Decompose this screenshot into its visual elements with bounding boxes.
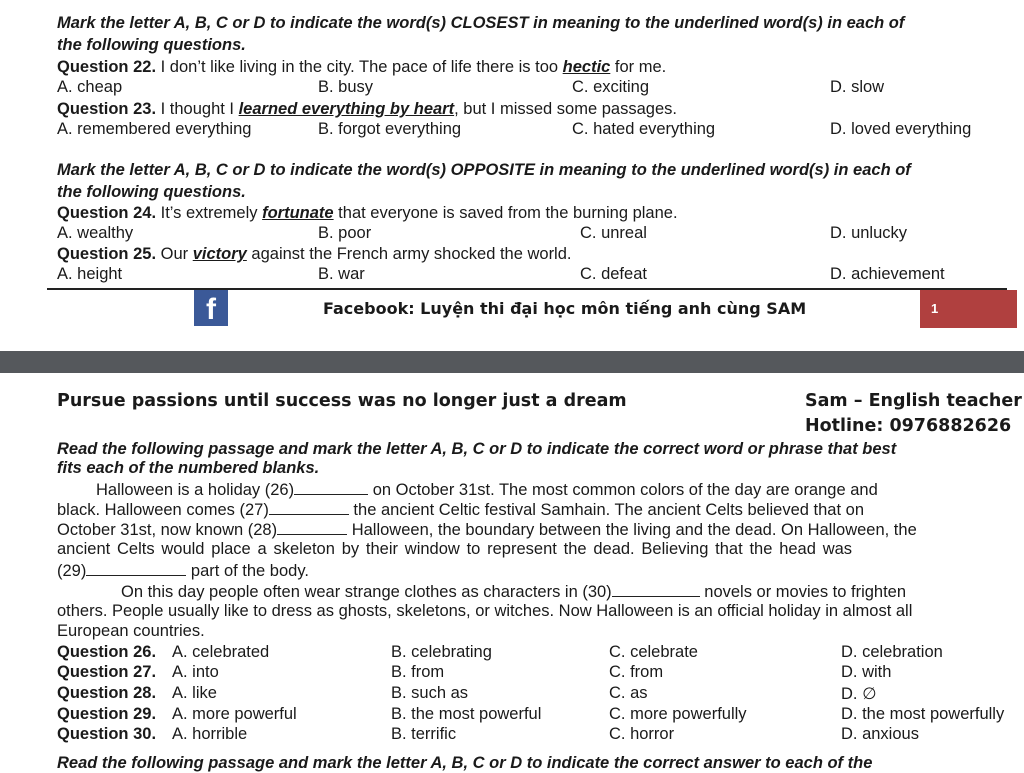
section1-instruction-line1: Mark the letter A, B, C or D to indicate the word(s) CLOSEST in meaning to the underlined word(s) in each of xyxy=(57,14,905,32)
option-b[interactable]: B. from xyxy=(391,663,445,681)
section2-instruction-line2: the following questions. xyxy=(57,183,246,201)
option-c[interactable]: C. defeat xyxy=(580,265,647,283)
option-c[interactable]: C. unreal xyxy=(580,224,647,242)
blank-28[interactable] xyxy=(277,520,347,535)
blank-30[interactable] xyxy=(612,582,700,597)
question-label: Question 27. xyxy=(57,663,157,681)
option-c[interactable]: C. more powerfully xyxy=(609,705,747,723)
slogan: Pursue passions until success was no longer just a dream xyxy=(57,391,627,411)
page-number: 1 xyxy=(931,301,939,316)
option-c[interactable]: C. exciting xyxy=(572,78,650,96)
passage-line: Halloween is a holiday (26) on October 31st. The most common colors of the day are orange and xyxy=(96,481,878,499)
question-label: Question 30. xyxy=(57,725,157,743)
blank-29[interactable] xyxy=(86,561,186,576)
option-a[interactable]: A. remembered everything xyxy=(57,120,252,138)
option-b[interactable]: B. forgot everything xyxy=(318,120,462,138)
option-d[interactable]: D. unlucky xyxy=(830,224,908,242)
passage-line: black. Halloween comes (27) the ancient Celtic festival Samhain. The ancient Celts believed that on xyxy=(57,501,865,519)
footer-divider xyxy=(47,288,1007,290)
option-b[interactable]: B. celebrating xyxy=(391,643,492,661)
option-a[interactable]: A. wealthy xyxy=(57,224,134,242)
option-d[interactable]: D. anxious xyxy=(841,725,919,743)
option-a[interactable]: A. cheap xyxy=(57,78,123,96)
blank-27[interactable] xyxy=(269,500,349,515)
question-22-stem: Question 22. I don’t like living in the city. The pace of life there is too hectic for me. xyxy=(57,58,667,76)
option-c[interactable]: C. horror xyxy=(609,725,675,743)
question-label: Question 24. xyxy=(57,204,157,222)
passage-line: October 31st, now known (28) Halloween, the boundary between the living and the dead. On Halloween, the xyxy=(57,521,917,539)
passage-line: (29) part of the body. xyxy=(57,562,309,580)
option-d[interactable]: D. loved everything xyxy=(830,120,972,138)
page-number-badge xyxy=(920,290,1017,328)
passage-line: On this day people often wear strange clothes as characters in (30) novels or movies to frighten xyxy=(121,583,907,601)
question-25-stem: Question 25. Our victory against the French army shocked the world. xyxy=(57,245,572,263)
teacher-name: Sam – English teacher xyxy=(805,391,1022,411)
underlined-word: victory xyxy=(192,245,247,263)
underlined-word: fortunate xyxy=(262,204,334,222)
option-d[interactable]: D. celebration xyxy=(841,643,943,661)
question-label: Question 25. xyxy=(57,245,157,263)
underlined-word: learned everything by heart xyxy=(238,100,455,118)
option-a[interactable]: A. height xyxy=(57,265,123,283)
option-c[interactable]: C. hated everything xyxy=(572,120,716,138)
option-d[interactable]: D. ∅ xyxy=(841,685,877,703)
option-a[interactable]: A. into xyxy=(172,663,219,681)
question-label: Question 26. xyxy=(57,643,157,661)
question-label: Question 29. xyxy=(57,705,157,723)
passage-line: others. People usually like to dress as ghosts, skeletons, or witches. Now Halloween is an official holiday in almost all xyxy=(57,602,913,620)
option-b[interactable]: B. war xyxy=(318,265,365,283)
question-label: Question 28. xyxy=(57,684,157,702)
passage-instruction-line1: Read the following passage and mark the letter A, B, C or D to indicate the correct word or phrase that best xyxy=(57,440,897,458)
option-d[interactable]: D. with xyxy=(841,663,892,681)
blank-26[interactable] xyxy=(294,480,368,495)
footer-facebook-text: Facebook: Luyện thi đại học môn tiếng anh cùng SAM xyxy=(323,299,807,318)
section2-instruction-line1: Mark the letter A, B, C or D to indicate the word(s) OPPOSITE in meaning to the underlined word(s) in each of xyxy=(57,161,911,179)
question-label: Question 22. xyxy=(57,58,157,76)
question-24-stem: Question 24. It’s extremely fortunate that everyone is saved from the burning plane. xyxy=(57,204,678,222)
option-b[interactable]: B. busy xyxy=(318,78,374,96)
passage-instruction-line2: fits each of the numbered blanks. xyxy=(57,459,320,477)
facebook-icon[interactable]: f xyxy=(194,290,228,326)
next-section-instruction: Read the following passage and mark the letter A, B, C or D to indicate the correct answer to each of the xyxy=(57,754,873,772)
option-d[interactable]: D. slow xyxy=(830,78,885,96)
passage-line: ancient Celts would place a skeleton by their window to represent the dead. Believing that the head was xyxy=(57,540,853,558)
option-b[interactable]: B. terrific xyxy=(391,725,457,743)
question-23-stem: Question 23. I thought I learned everything by heart, but I missed some passages. xyxy=(57,100,677,118)
option-a[interactable]: A. horrible xyxy=(172,725,248,743)
option-c[interactable]: C. as xyxy=(609,684,648,702)
option-c[interactable]: C. celebrate xyxy=(609,643,698,661)
option-c[interactable]: C. from xyxy=(609,663,664,681)
option-d[interactable]: D. the most powerfully xyxy=(841,705,1005,723)
option-a[interactable]: A. more powerful xyxy=(172,705,297,723)
question-label: Question 23. xyxy=(57,100,157,118)
page-separator xyxy=(0,351,1024,373)
underlined-word: hectic xyxy=(562,58,611,76)
section1-instruction-line2: the following questions. xyxy=(57,36,246,54)
option-a[interactable]: A. celebrated xyxy=(172,643,270,661)
passage-line: European countries. xyxy=(57,622,205,640)
option-d[interactable]: D. achievement xyxy=(830,265,945,283)
option-b[interactable]: B. the most powerful xyxy=(391,705,542,723)
option-b[interactable]: B. such as xyxy=(391,684,469,702)
option-a[interactable]: A. like xyxy=(172,684,217,702)
option-b[interactable]: B. poor xyxy=(318,224,372,242)
hotline: Hotline: 0976882626 xyxy=(805,416,1012,436)
